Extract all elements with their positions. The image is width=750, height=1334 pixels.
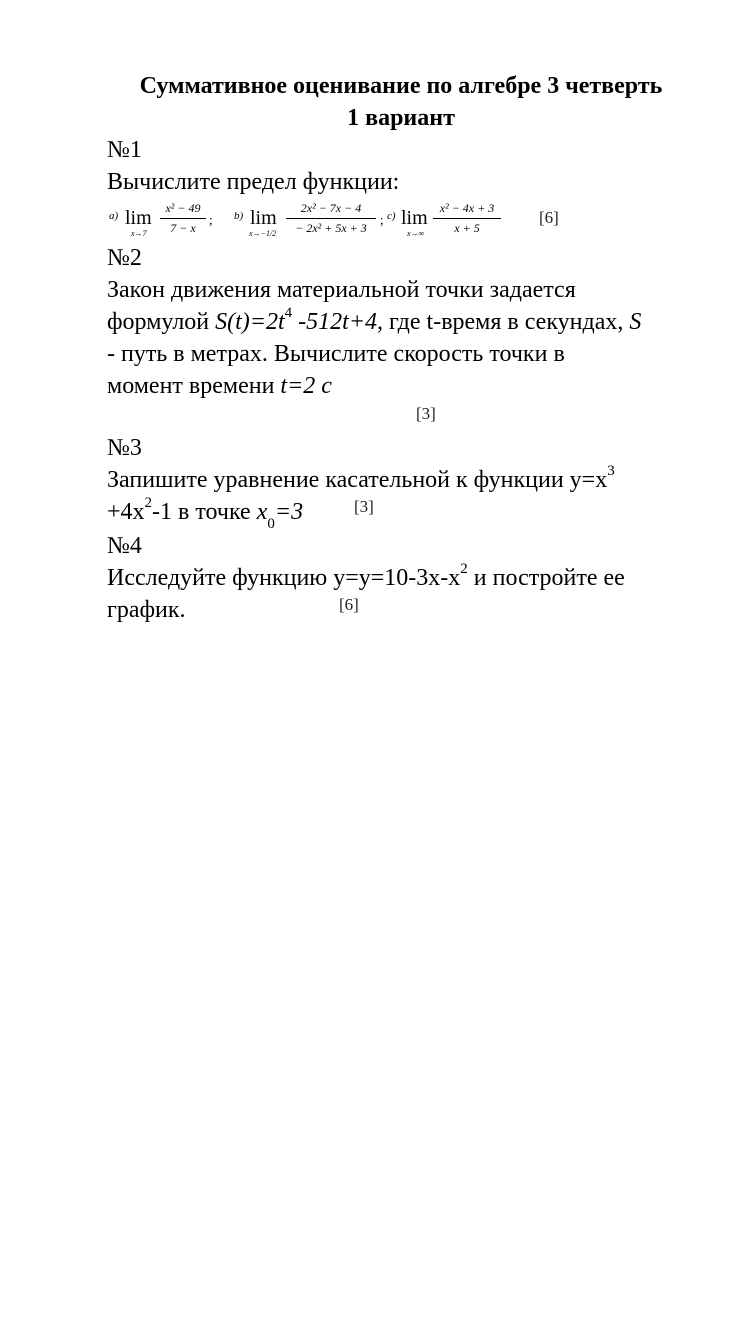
task2-formula-b: -512t+4, [292, 309, 384, 335]
task3-number: №3 [107, 435, 142, 461]
task4-line-2: график. [107, 597, 186, 623]
task1-limits [107, 200, 577, 244]
task3-line-2 [107, 495, 304, 532]
task3-x0-subscript: 0 [267, 515, 275, 532]
task2-formula-exponent: 4 [284, 305, 293, 321]
fraction-bar [160, 218, 206, 219]
task3-line1-text: Запишите уравнение касательной к функции y=x [107, 467, 608, 493]
limit-a-approach: x→7 [131, 229, 147, 238]
task2-number: №2 [107, 245, 142, 271]
limit-b-separator: ; [380, 212, 384, 227]
limit-b-denominator: − 2x² + 5x + 3 [295, 221, 367, 235]
task3-exponent-1: 3 [607, 463, 615, 479]
limit-c-denominator: x + 5 [454, 221, 480, 235]
task2-line-3: - путь в метрах. Вычислите скорость точки в [107, 341, 565, 367]
limit-b-lim: lim [250, 207, 277, 229]
limit-b-approach: x→−1/2 [249, 229, 277, 238]
task2-line2-post: где t-время в секундах, [383, 309, 630, 335]
task2-line2-pre: формулой [107, 309, 216, 335]
limit-c-lim: lim [401, 207, 428, 229]
limit-b-label: b) [234, 210, 244, 222]
task4-number: №4 [107, 533, 142, 559]
task4-line-1 [107, 562, 625, 594]
task2-line-2 [107, 306, 641, 338]
limit-a-fraction [160, 201, 206, 236]
limit-c-numerator: x² − 4x + 3 [439, 201, 495, 215]
task2-time-value: t=2 c [280, 373, 332, 399]
task3-exponent-2: 2 [144, 495, 153, 511]
fraction-bar [433, 218, 501, 219]
limit-a-numerator: x² − 49 [165, 201, 201, 215]
task2-formula-a: S(t)=2t [215, 309, 285, 335]
task1-instruction: Вычислите предел функции: [107, 169, 400, 195]
task3-line-1 [107, 464, 615, 496]
task2-score: [3] [416, 404, 436, 423]
task2-line-4 [107, 370, 332, 402]
title-line-2: 1 вариант [347, 105, 455, 131]
task1-number: №1 [107, 137, 142, 163]
limit-a-separator: ; [209, 212, 213, 227]
task2-line-1: Закон движения материальной точки задается [107, 277, 576, 303]
limit-b-numerator: 2x² − 7x − 4 [300, 201, 362, 215]
limit-b-fraction [286, 201, 376, 236]
task3-x0-base: x [256, 499, 268, 525]
task3-line2-a: +4x [107, 499, 145, 525]
task4-line1-pre: Исследуйте функцию y=y=10-3x-x [107, 565, 461, 591]
title-line-1: Суммативное оценивание по алгебре 3 четверть [139, 73, 663, 99]
limit-a-label: a) [109, 210, 119, 222]
document-title [0, 70, 750, 134]
task2-line4-pre: момент времени [107, 373, 281, 399]
task2-s-variable: S [629, 309, 642, 335]
task4-exponent: 2 [460, 561, 468, 577]
limit-a-lim: lim [125, 207, 152, 229]
task3-x0-value: =3 [274, 499, 304, 525]
fraction-bar [286, 218, 376, 219]
task4-line1-post: и постройте ее [467, 565, 625, 591]
limit-c-label: c) [387, 210, 396, 222]
task4-score: [6] [339, 595, 359, 614]
limit-c-fraction [433, 201, 501, 236]
limit-a-denominator: 7 − x [170, 221, 196, 235]
task3-score: [3] [354, 497, 374, 516]
task3-line2-b: -1 в точке [152, 499, 257, 525]
task1-score: [6] [539, 208, 559, 227]
limit-c-approach: x→∞ [407, 229, 425, 238]
